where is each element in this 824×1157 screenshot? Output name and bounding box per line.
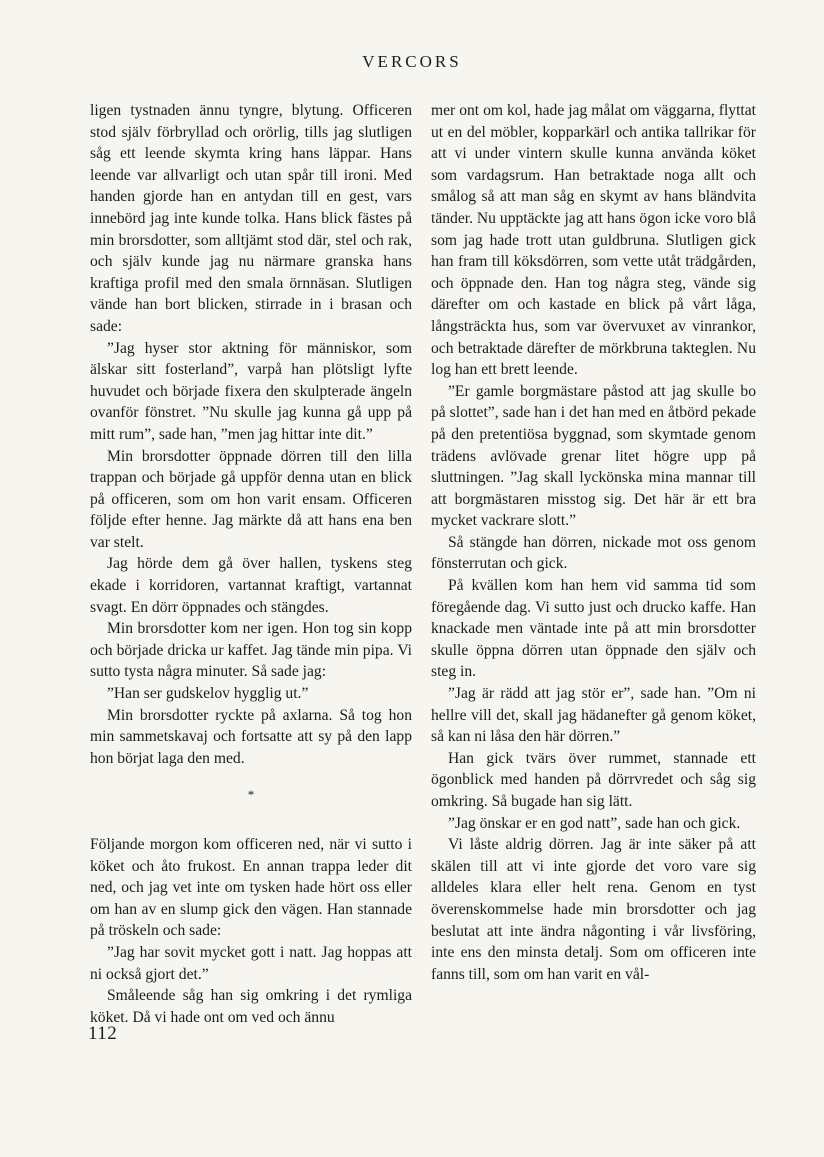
paragraph: Min brorsdotter ryckte på axlarna. Så tog hon min sammetskavaj och fortsatte att sy på den lapp hon börjat laga den med.	[90, 706, 412, 767]
paragraph: Min brorsdotter öppnade dörren till den lilla trappan och började gå uppför denna utan en blick på officeren, som om hon varit ensam. Officeren följde efter henne. Jag märkte då att hans ena ben var stelt.	[90, 447, 412, 551]
paragraph: Vi låste aldrig dörren. Jag är inte säker på att skälen till att vi inte gjorde det voro vare sig alldeles klara eller helt rena. Genom en tyst överenskommelse hade min brorsdotter och jag beslutat att inte ändra någonting i vår livsföring, inte ens den minsta detalj. Som om officeren inte fanns till, som om han varit en vål-	[431, 836, 756, 983]
paragraph: mer ont om kol, hade jag målat om väggarna, flyttat ut en del möbler, kopparkärl och antika tallrikar för att vi under vintern skulle kunna använda köket som vardagsrum. Han betraktade noga allt och smålog så att man såg en skymt av hans bländvita tänder. Nu upptäckte jag att hans ögon icke voro blå som jag hade trott utan guldbruna. Slutligen gick han fram till köksdörren, som vette utåt trädgården, och öppnade den. Han tog några steg, vände sig därefter om och kastade en blick på vårt låga, långsträckta hus, som var övervuxet av vinrankor, och betraktade därefter de mörkbruna takteglen. Nu log han ett brett leende.	[431, 102, 756, 379]
paragraph: ”Jag önskar er en god natt”, sade han och gick.	[448, 814, 741, 832]
paragraph: ”Han ser gudskelov hygglig ut.”	[107, 685, 309, 703]
paragraph: ”Jag hyser stor aktning för människor, som älskar sitt fosterland”, varpå han plötsligt lyfte huvudet och började fixera den skulpterade ängeln ovanför fönstret. ”Nu skulle jag kunna gå upp på mitt rum”, sade han, ”men jag hittar inte dit.”	[90, 339, 412, 443]
section-separator: *	[247, 787, 255, 803]
paragraph: Han gick tvärs över rummet, stannade ett ögonblick med handen på dörrvredet och såg sig omkring. Så bugade han sig lätt.	[431, 749, 756, 810]
paragraph: Följande morgon kom officeren ned, när vi sutto i köket och åto frukost. En annan trappa leder dit ned, och jag vet inte om tysken hade hört oss eller om han av en slump gick den vägen. Han stannade på tröskeln och sade:	[90, 836, 412, 940]
paragraph: Min brorsdotter kom ner igen. Hon tog sin kopp och började dricka ur kaffet. Jag tände min pipa. Vi sutto tysta några minuter. Så sade jag:	[90, 620, 412, 681]
paragraph: ”Er gamle borgmästare påstod att jag skulle bo på slottet”, sade han i det han med en åtbörd pekade på den pretentiösa byggnad, som skymtade genom trädens avlövade grenar litet högre upp på sluttningen. ”Jag skall lyckönska mina mannar till att borgmästaren misstog sig. Det här är ett bra mycket vackrare slott.”	[431, 382, 756, 530]
left-column	[90, 100, 412, 1028]
page-number: 112	[88, 1023, 118, 1044]
running-header: VERCORS	[362, 52, 462, 71]
paragraph: Så stängde han dörren, nickade mot oss genom fönsterrutan och gick.	[431, 533, 756, 573]
paragraph: ”Jag har sovit mycket gott i natt. Jag hoppas att ni också gjort det.”	[90, 943, 412, 983]
paragraph: ligen tystnaden ännu tyngre, blytung. Officeren stod själv förbryllad och orörlig, tills jag slutligen såg ett leende skymta kring hans läppar. Hans leende var allvarligt och utan spår till ironi. Med handen gjorde han en antydan till en gest, vars innebörd jag inte kunde tolka. Hans blick fästes på min brorsdotter, som alltjämt stod där, stel och rak, och själv kunde jag nu närmare granska hans kraftiga profil med den smala örnnäsan. Slutligen vände han bort blicken, stirrade in i brasan och sade:	[90, 102, 412, 335]
paragraph: Jag hörde dem gå över hallen, tyskens steg ekade i korridoren, vartannat kraftigt, vartannat svagt. En dörr öppnades och stängdes.	[90, 555, 412, 616]
paragraph: ”Jag är rädd att jag stör er”, sade han. ”Om ni hellre vill det, skall jag hädanefter gå genom köket, så kan ni låsa den här dörren.”	[431, 685, 756, 746]
right-column	[431, 100, 756, 985]
paragraph: På kvällen kom han hem vid samma tid som föregående dag. Vi sutto just och drucko kaffe. Han knackade men väntade inte på att min brorsdotter skulle öppna dörren utan öppnade den själv och steg in.	[431, 577, 756, 681]
paragraph: Småleende såg han sig omkring i det rymliga köket. Då vi hade ont om ved och ännu	[90, 987, 412, 1026]
